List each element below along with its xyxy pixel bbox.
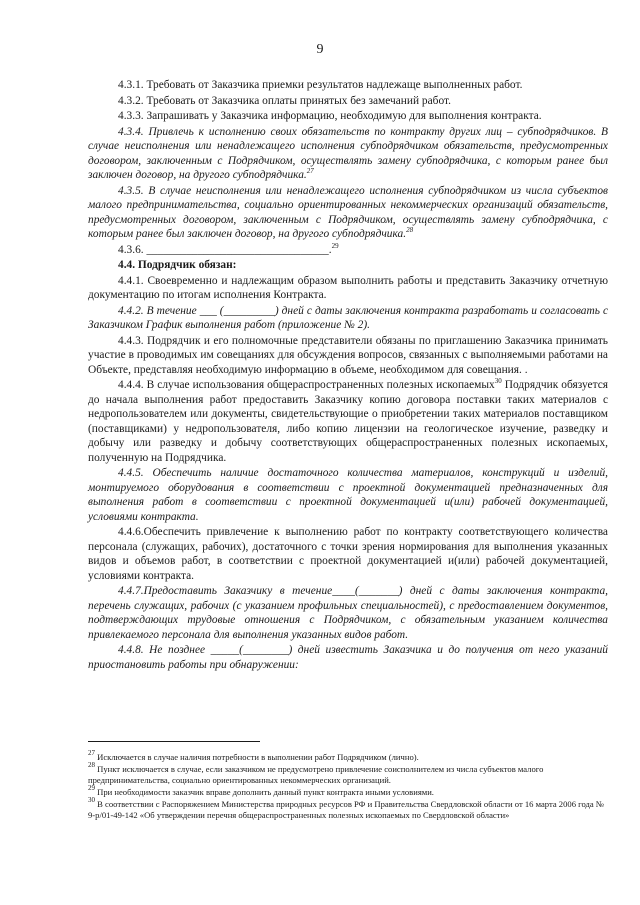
clause-4-3-1: 4.3.1. Требовать от Заказчика приемки результатов надлежаще выполненных работ. [118, 79, 523, 91]
clause-4-3-2: 4.3.2. Требовать от Заказчика оплаты принятых без замечаний работ. [118, 94, 451, 107]
footnote-ref-30[interactable]: 30 [494, 377, 502, 385]
clause-4-4-3: 4.4.3. Подрядчик и его полномочные представители обязаны по приглашению Заказчика принимать участие в проводимых им совещаниях для обсуждения вопросов, связанных с выполняемыми работами на Объекте, представляя необходимую информацию в объеме, необходимом для совещания. . [88, 334, 608, 376]
clause-4-4-5: 4.4.5. Обеспечить наличие достаточного количества материалов, конструкций и изделий, монтируемого оборудования в соответствии с проектной документацией предназначенных для выполнения работ в соответствии с проектной документацией и(или) рабочей документацией, условиями контракта. [88, 467, 608, 523]
footnotes [88, 749, 608, 822]
clause-4-4-7: 4.4.7.Предоставить Заказчику в течение____(_______) дней с даты заключения контракта, перечень служащих, рабочих (с указанием профильных специальностей), с предоставлением документов, подтверждающих трудовые отношения с Подрядчиком, с обязательным указанием количества привлекаемого персонала для выполнения указанных видов работ. [88, 585, 608, 641]
footnote-separator [88, 741, 260, 742]
footnote-28: $^{28}$ Пункт исключается в случае, если заказчиком не предусмотрено привлечение соисполнителем из числа субъектов малого предпринимательства, социально ориентированных некоммерческих организаций. [88, 761, 544, 785]
clause-4-4-8: 4.4.8. Не позднее _____(________) дней известить Заказчика и до получения от него указаний приостановить работы при обнаружении: [88, 644, 608, 671]
footnote-ref-27[interactable]: 27 [306, 167, 314, 175]
clause-4-4-6: 4.4.6.Обеспечить привлечение к выполнению работ по контракту соответствующего количества персонала (служащих, рабочих), достаточного с точки зрения нормирования для выполнения указанных видов и объемов работ, в соответствии с проектной документацией и(или) рабочей документацией, условиями контракта. [88, 526, 608, 582]
clause-4-4-4: 4.4.4. В случае использования общераспространенных полезных ископаемых$^{30}$ Подрядчик обязуется до начала выполнения работ предоставить Заказчику копию договора поставки таких материалов с недропользователем или документы, свидетельствующие о приобретении таких материалов поставщиком (поставщиками) у недропользователя, либо копию лицензии на геологическое изучение, разведку и добычу или разведку и добычу соответствующих общераспространенных полезных ископаемых, полученную на Подрядчика. [88, 377, 608, 464]
footnote-ref-28[interactable]: 28 [406, 226, 414, 234]
footnote-ref-29[interactable]: 29 [331, 241, 339, 250]
page-number: 9 [316, 42, 324, 57]
footnote-30: $^{30}$ В соответствии с Распоряжением Министерства природных ресурсов РФ и Правительства Свердловской области от 16 марта 2006 года № 9-р/01-49-142 «Об утверждении перечня общераспространенных полезных ископаемых по Свердловской области» [88, 796, 605, 820]
clause-4-3-5: 4.3.5. В случае неисполнения или ненадлежащего исполнения субподрядчиком из числа субъектов малого предпринимательства, социально ориентированных некоммерческих организаций обязательств, предусмотренных договором, заключенным с Подрядчиком, осуществлять замену субподрядчика, с которым ранее был заключен договор, на другого субподрядчика.$^{28}$ [88, 184, 608, 240]
clause-4-3-3: 4.3.3. Запрашивать у Заказчика информацию, необходимую для выполнения контракта. [118, 110, 542, 122]
clause-4-3-4: 4.3.4. Привлечь к исполнению своих обязательств по контракту других лиц – субподрядчиков. В случае неисполнения или ненадлежащего исполнения субподрядчиком обязательств, предусмотренных договором, заключенным с Подрядчиком, осуществлять замену субподрядчика, с которым ранее был заключен договор, на другого субподрядчика.$^{27}$ [88, 125, 608, 181]
clause-4-4-2: 4.4.2. В течение ___ (_________) дней с даты заключения контракта разработать и согласовать с Заказчиком График выполнения работ (приложение № 2). [88, 304, 608, 331]
clause-4-4-1: 4.4.1. Своевременно и надлежащим образом выполнить работы и представить Заказчику отчетную документацию по итогам исполнения Контракта. [88, 274, 608, 301]
footnote-27: $^{27}$ Исключается в случае наличия потребности в выполнении работ Подрядчиком (лично). [88, 749, 419, 762]
clause-4-3-6: 4.3.6. ________________________________.$^{29}$ [118, 241, 339, 256]
footnote-29: $^{29}$ При необходимости заказчик вправе дополнить данный пункт контракта иными условиями. [88, 784, 434, 797]
contract-body [88, 78, 608, 673]
section-4-4-heading: 4.4. Подрядчик обязан: [118, 259, 237, 271]
